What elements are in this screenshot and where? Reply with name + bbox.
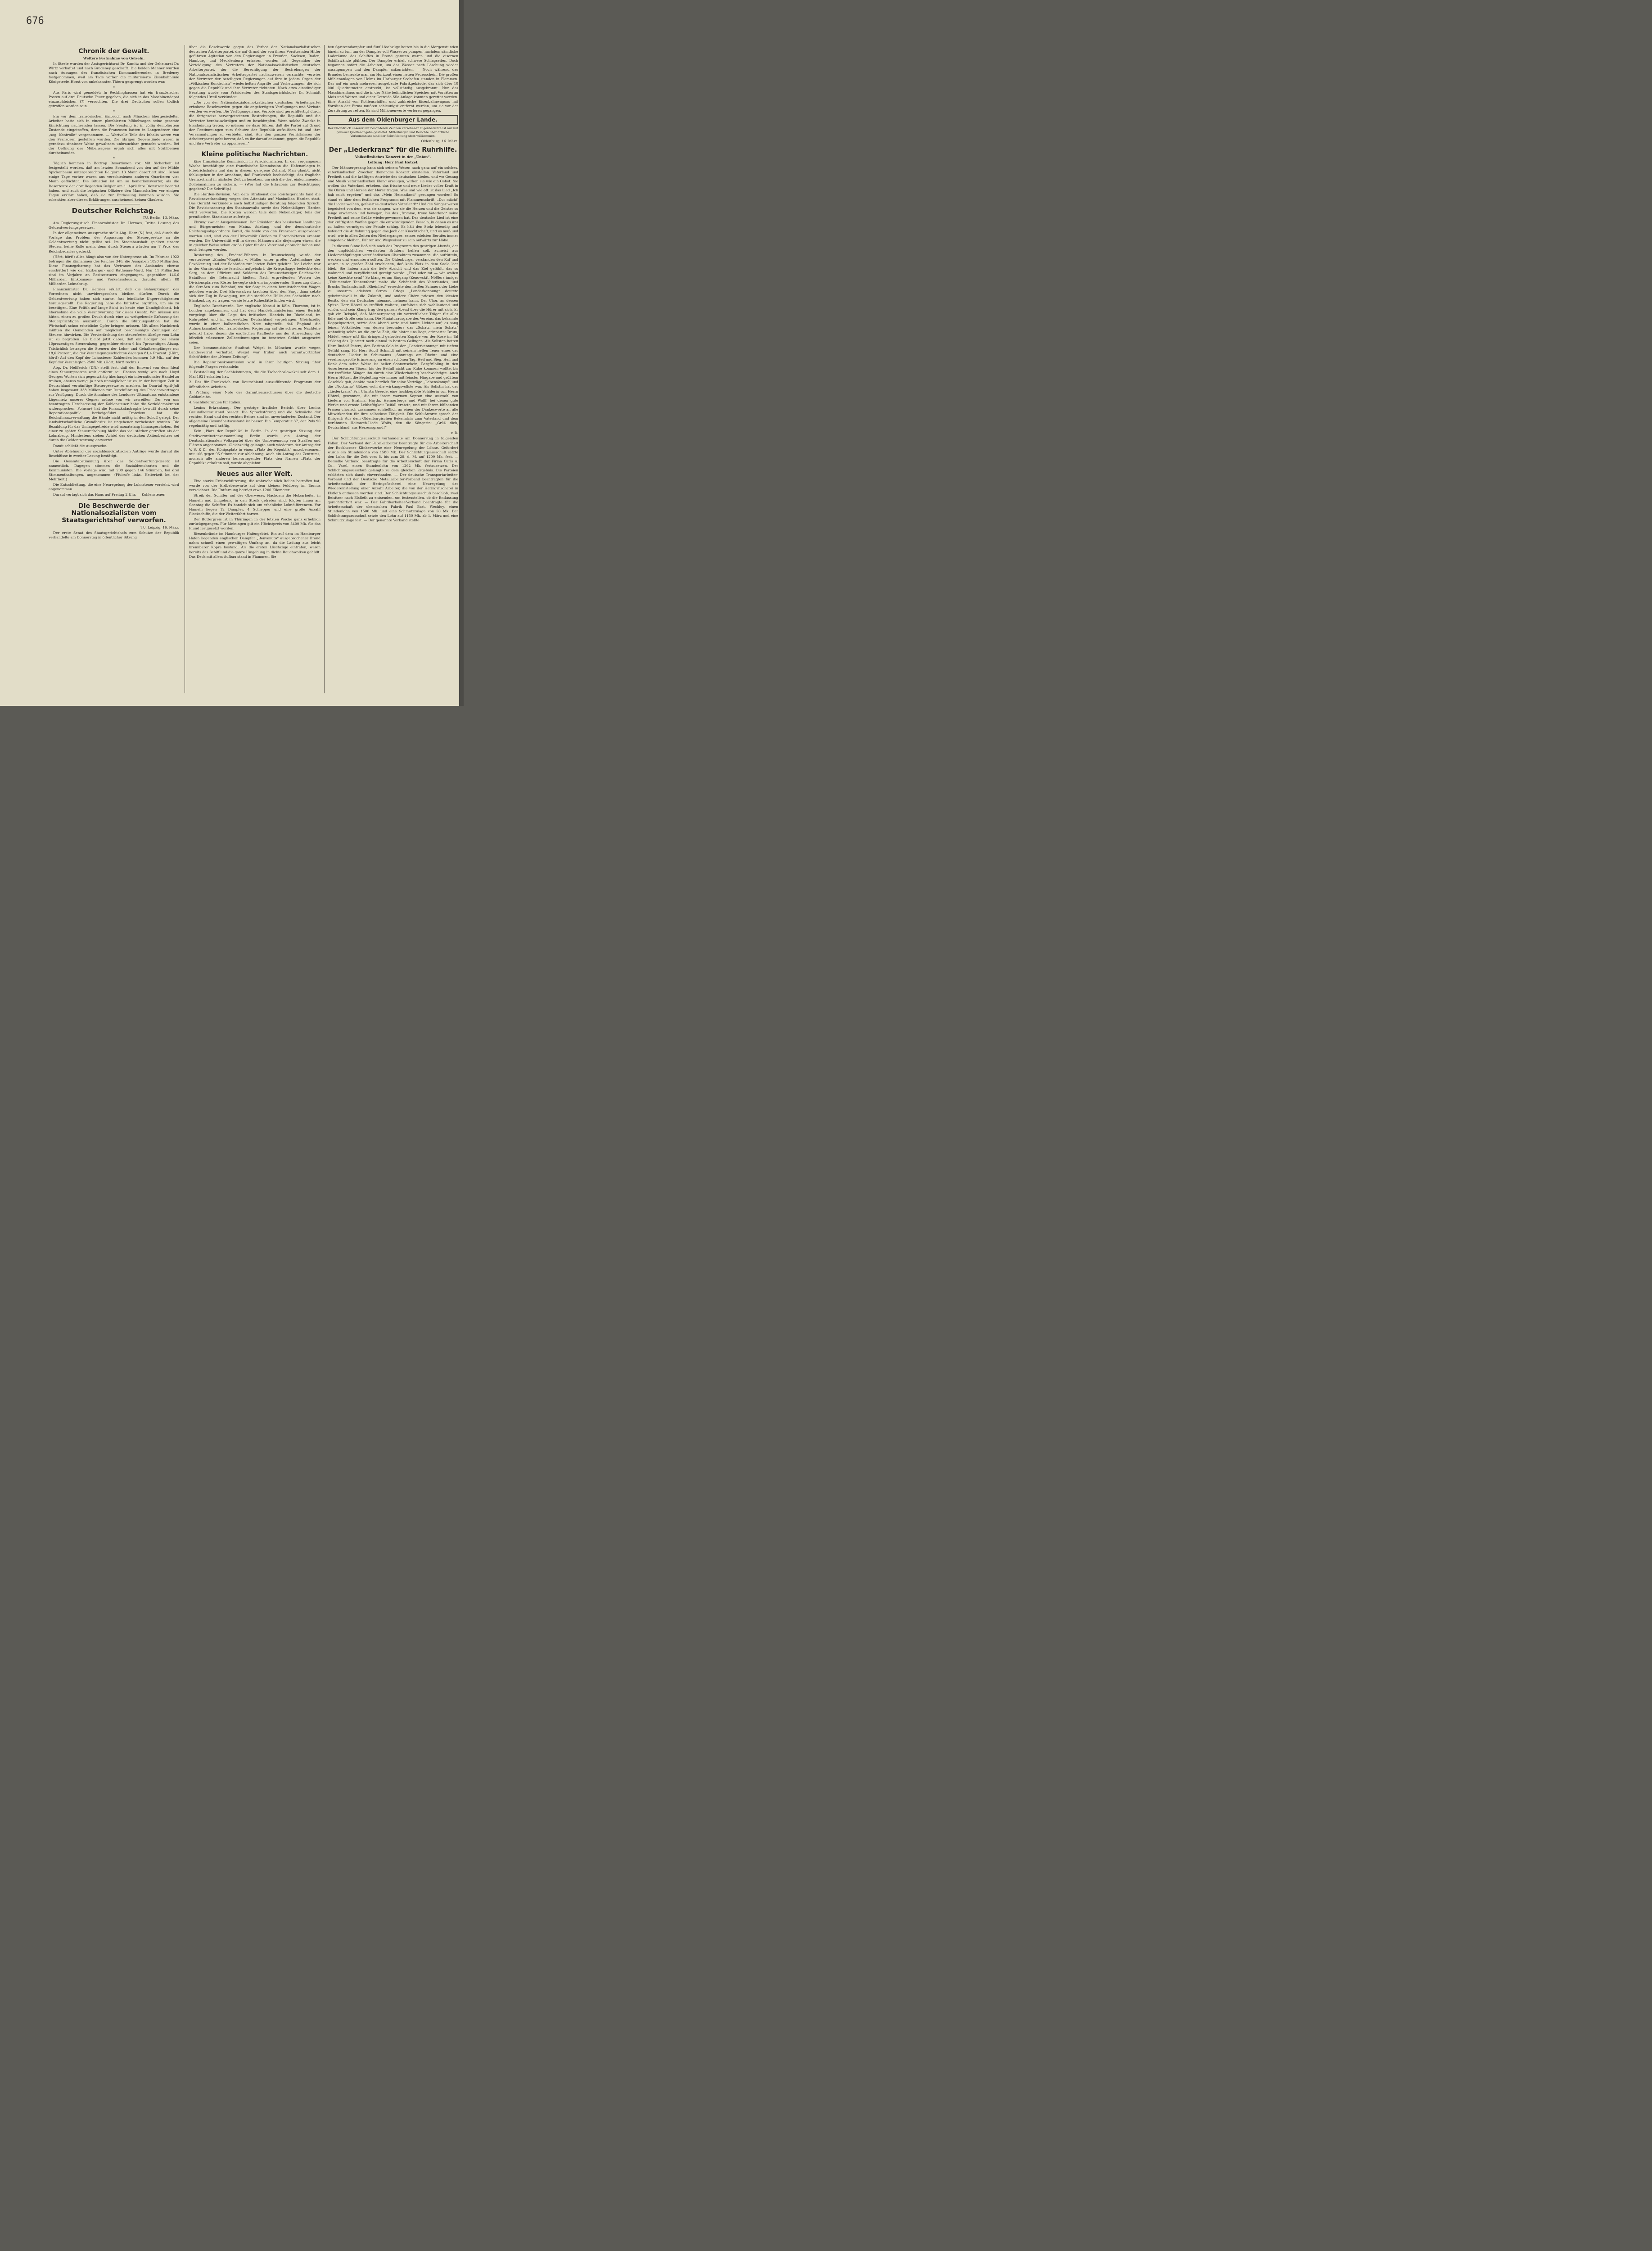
- column-rule: [324, 45, 325, 693]
- headline-oldenburg: Aus dem Oldenburger Lande.: [348, 117, 438, 123]
- article-paragraph: Unter Ablehnung der sozialdemokratischen Anträge wurde darauf die Beschlüsse in zweiter Lesung bestätigt.: [49, 449, 179, 458]
- dateline: TU. Leipzig, 16. März.: [140, 525, 179, 529]
- article-paragraph: Kein „Platz der Republik“ in Berlin. In der gestrigen Sitzung der Stadtverordnetenversammlung Berlin wurde ein Antrag der Deutschnationalen Volkspartei über die Umbenennung von Straßen und Plätzen angenommen. Gleichzeitig gelangte auch wiederum der Antrag der V. S. P. D., den Königsplatz in einen „Platz der Republik“ umzubenennen, mit 106 gegen 95 Stimmen zur Ablehnung. Auch ein Antrag des Zentrums, monach alle anderen hervorragender Platz den Namen „Platz der Republik“ erhalten soll, wurde abgelehnt.: [189, 429, 320, 466]
- article-paragraph: Darauf vertagt sich das Haus auf Freitag 2 Uhr. — Kohlensteuer.: [53, 493, 166, 497]
- article-paragraph: Die Gesamtabstimmung über das Geldentwertungsgesetz ist namentlich. Dagegen stimmen die Sozialdemokraten und die Kommunisten. Die Vorlage wird mit 209 gegen 146 Stimmen, bei drei Stimmenthaltungen, angenommen. (Pfuirufe links, Heiterkeit bei der Mehrheit.): [49, 459, 179, 482]
- article-paragraph: Die Harden-Revision. Von dem Strafsenat des Reichsgerichts fand die Revisionsverhandlung wegen des Attentats auf Maximilian Harden statt. Das Gericht verkündete nach halbstündiger Beratung folgenden Spruch: Die Revisionsantrag des Staatsanwalts sowie des Nebenklägers Harden wird verworfen. Die Kosten werden teils dem Nebenkläger, teils der preußischen Staatskasse auferlegt.: [189, 192, 320, 219]
- article-paragraph: Riesenbrände im Hamburger Hafengebiet. Ein auf dem im Hamburger Hafen liegenden englischen Dampfer „Benvenuto“ ausgebrochener Brand nahm schnell einen gewaltigen Umfang an, da die Ladung aus leicht brennbarer Kopra bestand. Als die ersten Löschzüge eintrafen, waren bereits das Schiff und die ganze Umgebung in dichte Rauchwolken gehüllt. Das Deck mit allem Aufbau stand in Flammen. Sie: [189, 532, 320, 559]
- article-paragraph: Damit schließt die Aussprache.: [53, 443, 108, 448]
- column-3: [328, 45, 458, 524]
- headline-beschwerde: Die Beschwerde der Nationalsozialisten vom Staatsgerichtshof verworfen.: [62, 502, 166, 524]
- article-paragraph: Die Entschließung, die eine Neuregelung der Lohnsteuer vorsieht, wird angenommen.: [49, 483, 179, 492]
- article-paragraph: (Hört, hört!) Alles hängt also von der Notenpresse ab. Im Februar 1922 betrugen die Einnahmen des Reiches 340, die Ausgaben 1820 Milliarden. Diese Finanzgebarung hat das Vertrauen des Auslandes ebenso erschüttert wie der Erzberger- und Rathenau-Mord. Nur 11 Milliarden sind im Vorjahre an Besitzsteuern eingegangen, gegenüber 146,6 Milliarden Einkommen- und Verkehrssteuern, darunter allein 88 Milliarden Lohnabzug.: [49, 254, 179, 286]
- headline-neues: Neues aus aller Welt.: [217, 470, 293, 478]
- section-header-box: [328, 115, 458, 125]
- article-paragraph: Finanzminister Dr. Hermes erklärt, daß die Behauptungen des Vorredners nicht unwidersprochen bleiben dürften. Durch die Geldentwertung haben sich starke, fast feindliche Ungerechtigkeiten herausgestellt. Die Regierung habe die Initiative ergriffen, um sie zu beseitigen. Eine Politik auf lange Sicht ist heute eine Unmöglichkeit. Ich übernehme die volle Verantwortung für dieses Gesetz. Wir müssen uns hüten, einen zu großen Druck durch eine zu weitgehende Erfassung der Steuerpflichtigen auszuüben. Durch die Stützungsaktion hat die Wirtschaft schon erhebliche Opfer bringen müssen. Mit allem Nachdruck müßten die Gemeinden auf möglichst beschleunigte Zahlungen der Steuern hinwirken. Die Vervierfachung der steuerfreien Abzüge vom Lohn ist zu begrüßen. Es bleibt jetzt dabei, daß ein Lediger bei einem 10prozentigen Steuerabzug, gegenüber einem 6 bis 7prozentigen Abzug. Tatsächlich betragen die Steuern der Lohn- und Gehaltsempfänger nur 18,6 Prozent, die der Veranlagungsschichten dagegen 81,4 Prozent. (Hört, hört!) Auf den Kopf der Lohnsteuer Zahlenden kommen 5,9 Mk., auf den Kopf der Veranlagten 2500 Mk. (Hört, hört! rechts.): [49, 287, 179, 364]
- headline-reichstag: Deutscher Reichstag.: [72, 206, 156, 215]
- article-paragraph: In der allgemeinen Aussprache stellt Abg. Herz (S.) fest, daß durch die Vorlage das Problem der Anpassung der Steuergesetze an die Geldentwertung nicht gelöst sei. Im Staatshaushalt spielten unsere Steuern keine Rolle mehr, denn durch Steuern würden nur 7 Proz. des Reichsbedarfes gedeckt.: [49, 231, 179, 253]
- article-paragraph: Englische Beschwerde. Der englische Konsul in Köln, Thorston, ist in London angekommen, und hat dem Handelsministerium einen Bericht vorgelegt über die Lage des britischen Handels im Rheinland, im Ruhrgebiet und im unbesetzten Deutschland vorgetragen. Gleichzeitig wurde in einer halbamtlichen Note mitgeteilt, daß England die Aufmerksamkeit der französischen Regierung auf die schweren Nachteile gelenkt habe, denen die englischen Kaufleute aus der Anwendung der kürzlich erlassenen Zollbestimmungen im besetzten Gebiet ausgesetzt seien.: [189, 303, 320, 344]
- subheadline: Volkstümliches Konzert in der „Union“.: [355, 154, 431, 159]
- article-paragraph: Der Butterpreis ist in Thüringen in der letzten Woche ganz erheblich zurückgegangen. Für Meiningen gilt ein Höchstpreis von 3400 Mk. für das Pfund festgesetzt worden.: [189, 517, 320, 531]
- article-paragraph: „Die von der Nationalsozialdemokratischen deutschen Arbeiterpartei erhobene Beschwerden gegen die angefertigten Verfügungen und Verbote werden verworfen. Die Verfügungen und Verbote sind gerechtfertigt durch die fortgesetzt hervorgetretenen Bestrebungen, die Republik und die Vertreter herabzuwürdigen und zu beschimpfen. Wenn solche Zwecke in Erscheinung treten, so müssen sie dazu führen, daß die Partei auf Grund der Bestimmungen zum Schutze der Republik aufzulösen ist und ihre Versammlungen zu verbieten sind. Aus den ganzen Verhältnissen der Arbeiterpartei geht hervor, daß es ihr darauf ankommt, gegen die Republik und ihre Vertreter zu opponieren.“: [189, 100, 320, 145]
- subheadline: Leitung: Herr Paul Hötzel.: [367, 160, 419, 164]
- list-item: 1. Feststellung der Sachleistungen, die die Tschechoslowakei seit dem 1. Mai 1921 erhalten hat.: [189, 370, 320, 379]
- separator-rule: [88, 499, 140, 500]
- article-paragraph: Streik der Schiffer auf der Oberweser. Nachdem die Holzarbeiter in Hameln und Umgebung in den Streik getreten sind, folgten ihnen am Sonntag die Schiffer. Es handelt sich um erhebliche Lohndifferenzen. Vor Hameln liegen 12 Dampfer, 4 Schlepper und eine große Anzahl Blockschiffe, die der Weiterfahrt harren.: [189, 493, 320, 516]
- article-paragraph: Abg. Dr. Helfferich (DN.) stellt fest, daß der Entwurf von dem Ideal eines Steuergesetzes weit entfernt sei. Ebenso wenig wie nach Lloyd Georges Worten sich gegenwärtig überhaupt ein internationaler Handel zu treiben, ebenso wenig, ja noch unmöglicher ist es, in der heutigen Zeit in Deutschland vernünftige Steuergesetze zu machen. Im Quartal April-Juli haben insgesamt 338 Millionen zur Durchführung des Friedensvertrages zur Verfügung. Durch die Annahme des Londoner Ultimatums entstandene Lügennetz unserer Gegner müsse von wir zerreißen. Der von uns beantragten Herabsetzung der Kohlensteuer habe die Sozialdemokraten widersprochen. Poincaré hat die Finanzkatastrophe bewußt durch seine Reparationspolitik herbeigeführt. Trotzdem hat die Reichsfinanzverwaltung die Hände nicht müßig in den Schoß gelegt. Der landwirtschaftliche Grundbesitz ist ungeheuer vorbelastet worden. Die Bezahlung für das Umlagegetreide wird monatelang hinausgeschoben. Bei einer zu späten Steuererhebung bleibe das viel stärker getroffen als der Lohnabzug. Mindestens sieben Achtel des deutschen Aktienbesitzes sei durch die Geldentwertung entwertet.: [49, 365, 179, 443]
- newspaper-page: [0, 0, 464, 706]
- article-paragraph: Am Regierungstisch Finanzminister Dr. Hermes, Dritte Lesung des Geldentwertungsgesetzes.: [49, 221, 179, 230]
- article-paragraph: In Steele wurden der Amtsgerichtsrat Dr. Kamitz und der Geheimrat Dr. Wirtz verhaftet und nach Bredeney geschafft. Die beiden Männer wurden nach Aussagen des französischen Kommandierenden in Bredeney festgenommen, weil am Tage vorher die militarisierte Eisenbahnlinie Königsteele–Horst von unbekannten Tätern gesprengt worden war.: [49, 62, 179, 84]
- article-paragraph: In diesem Sinne ließ sich auch das Programm des gestrigen Abends, der den unglücklichen verslavten Brüdern helfen soll, zumeist aus Liederschöpfungen vaterländischen Charakters zusammen, die aufrütteln, wecken und ermuntern sollten. Die Oldenburger verstanden den Ruf und waren in so großer Zahl erschienen, daß kein Platz in dem Saale leer blieb. Sie haben auch die tiefe Absicht und das Ziel gefühlt, das so mahnend und verpflichtend gezeigt wurde: „Frei oder tot — wir wollen keine Knechte sein!“ So klang es am Eingang (Zenowski). Nößlers inniger „Träumender Tannenforst“ malte die Schönheit des Vaterlandes, und Bruchs Tonlandschaft „Rheinlied“ erweckte den heißen Schmerz der Liebe zu unserem edelsten Strom. Griegs „Landerkennung“ deutete geheimnisvoll in die Zukunft, und andere Chöre priesen den idealen Besitz, den ein Deutscher niemand nehmen kann. Der Chor, an dessen Spitze Herr Hötzel so trefflich waltete, entfaltete sich wohllautend und schön, und sein Klang trug den ganzen Abend über die Hörer mit sich. Er gab ein Beispiel, daß Männergesang ein vortrefflicher Träger für alles Edle und Große sein kann. Die Miniaturausgabe des Vereins, das bekannte Doppelquartett, setzte den Abend zarte und bunte Lichter auf; es sang feinen Volkslieder, von denen besonders das „Schatz, mein Schatz“ wehmütig schön an die große Zeit, die hinter uns liegt, erinnerte: Drum, Mädel, weine nit! Ein dringend geforderten Zugabe von der Rose im Tal erklang das Quartett noch einmal in bestem Gelingen. Als Solisten hatten Herr Rudolf Peters, den Bariton-Solo in der „Landerkennung“ mit tiefem Gefühl sang, für Herr Adolf Schmidt mit seinem hellen Tenor eines der deutschen Lieder in Schumanns „Sonntags am Rhein“ und eine verehrungsvolle Erinnerung an einen schönen Tag. Heil und Sieg, Heil und Dank dem seine Weise ist heller Sonnenschein, Bergfrühling in den Auserlesensten Tönen, bis der Beifall nicht zur Ruhe kommen wollte, bis der treffliche Sänger ihn durch eine Wiederholung beschwichtigte. Auch Herrn Hötzel, die Begleitung wie immer mit feinster Hingabe und größtem Geschick gab, dankte man herzlich für seine Vorträge „Lebenskampf“ und die „Nocturno“ Götzes wohl die wirkungsvollste war. Als Solistin hat der „Liederkranz“ Frl. Christa Geerde, eine hochbegabte Schülerin von Herrn Hötzel, gewonnen, die mit ihrem warmen Sopran eine Auswahl von Liedern von Brahms, Haydn, Hennerbergs und Wolff, bei denen gute Werke und ernste Lebhaftigkeit Beifall erntete, und mit ihrem blühenden Frauen chorisch zusammen schließlich an einen der Dankesworte an alle Mitwirkenden für ihre selbstlose Tätigkeit. Die Schlußworte sprach der Dirigent: Aus dem Oldenburgischen Bekenntnis zum Vaterland und dem berühmten Heimweh-Liede Wolfs, den die Sängerin: „Grüß dich, Deutschland, aus Herzensgrund!“: [328, 244, 458, 430]
- list-item: 3. Prüfung einer Note des Garantieausschusses über die deutsche Goldanleihe.: [189, 390, 320, 399]
- column-2: [189, 45, 320, 560]
- article-paragraph: Aus Paris wird gemeldet: In Recklinghausen hat ein französischer Posten auf drei Deutsche Feuer gegeben, die sich in das Maschinendepot einzuschleichen (?) versuchten. Die drei Deutschen sollen tödlich getroffen worden sein.: [49, 90, 179, 108]
- article-paragraph: Täglich kommen in Bottrop Desertionen vor. Mit Sicherheit ist festgestellt worden, daß am letzten Sonnabend von den auf der Mühle Spickenbaum untergebrachten Belgiern 13 Mann desertiert sind. Schon einige Tage vorher waren aus verschiedenen anderen Quartieren vier Mann geflüchtet. Die Situation ist um so bemerkenswerter, als die Deserteure der dort liegenden Belgier am 1. April ihre Dienstzeit beendet haben, und auch die belgischen Offiziere den Mannschaften vor einigen Tagen erklärt haben, daß sie zur Entlassung kommen würden. Sie schenkten aber diesen Erklärungen anscheinend keinen Glauben.: [49, 161, 179, 202]
- separator-star: *: [113, 156, 115, 160]
- article-paragraph: Bestattung des „Emden“-Führers. In Braunschweig wurde der verstorbene „Emden“-Kapitän v. Müller unter großer Anteilnahme der Bevölkerung und der Behörden zur letzten Fahrt geleitet. Die Leiche war in der Garnisonkirche feierlich aufgebahrt, die Kriegsflagge bedeckte den Sarg, an dem Offiziere und Soldaten des Braunschweiger Reichswehr-Bataillons die Totenwacht hielten. Nach ergreifenden Worten des Divisionspfarrers Köster bewegte sich ein imponierender Trauerzug durch die Straßen zum Bahnhof, wo der Sarg in einen bereitstehenden Wagen gehoben wurde. Drei Ehrensalven krachten über den Sarg, dann setzte sich der Zug in Bewegung, um die sterbliche Hülle des Seehelden nach Blankenburg zu tragen, wo sie letzte Ruhestätte finden wird.: [189, 253, 320, 303]
- article-paragraph: über die Beschwerde gegen das Verbot der Nationalsozialistischen deutschen Arbeiterpartei, die auf Grund der von ihrem Vorsitzenden Hitler geführten Agitation von den Regierungen in Preußen, Sachsen, Baden, Hamburg und Mecklenburg erlassen worden ist. Gegenüber der Verteidigung des Vertreters der Nationalsozialistischen deutschen Arbeiterpartei, der die Berechtigung der Bestrebungen der Nationalsozialistischen Arbeiterpartei nachzuweisen versuchte, verwies der Vertreter der beteiligten Regierungen auf ihre in jedem Organ der „Völkischen Rundschau“ wiederholten Angriffe und Verhetzungen, die sich gegen die Republik und ihre Vertreter richteten. Nach etwa einstündiger Beratung wurde vom Präsidenten des Staatsgerichtshofes Dr. Schmidt folgendes Urteil verkündet:: [189, 45, 320, 99]
- list-item: 4. Sachlieferungen für Italien.: [189, 400, 242, 404]
- article-paragraph: Ehrung zweier Ausgewiesenen. Der Präsident des hessischen Landtages und Bürgermeister von Mainz, Adelung, und der demokratische Reichstagsabgeordnete Korell, die beide von den Franzosen ausgewiesen worden sind, sind von der Universität Gießen zu Ehrendoktoren ernannt worden. Die Universität will in diesen Männern alle diejenigen ehren, die in gleicher Weise schon große Opfer für das Vaterland gebracht haben und noch bringen werden.: [189, 220, 320, 252]
- scan-edge: [459, 0, 464, 706]
- column-1: [49, 45, 179, 541]
- list-item: 2. Das für Frankreich von Deutschland auszuführende Programm der öffentlichen Arbeiten.: [189, 380, 320, 389]
- article-paragraph: Ein vor dem französischen Einbruch nach München übergesiedelter Arbeiter hatte sich in einem plombierten Möbelwagen seine gesamte Einrichtung nachsenden lassen. Die Sendung ist in völlig demoliertem Zustande eingetroffen, denn die Franzosen hatten in Langendreer eine „sog. Kontrolle“ vorgenommen. — Wertvolle Teile des Inhalts waren von den Franzosen gestohlen worden. Die übrigen Gegenstände waren in geradezu sinnloser Weise gewaltsam unbrauchbar gemacht worden. Bei der Oeffnung des Möbelwagens ergab sich alles mit Stuhlbeinen durcheinander.: [49, 114, 179, 155]
- dateline: TU. Berlin, 13. März.: [143, 215, 179, 220]
- article-paragraph: Eine französische Kommission in Friedrichshafen. In der vergangenen Woche beschäftigte eine französische Kommission die Hafenanlagen in Friedrichshafen und das in diesem gelegene Zollamt. Man glaubt, nicht fehlzugehen in der Annahme, daß Frankreich beabsichtigt, das fragliche Grenzzollamt in nächster Zeit zu besetzen, um sich die dort einkommenden Zolleinnahmen zu sichern. — (Wer hat die Erlaubnis zur Besichtigung gegeben? Die Schriftlg.): [189, 159, 320, 191]
- article-paragraph: Lenins Erkrankung. Der gestrige ärztliche Bericht über Lenins Gesundheitszustand besagt: Die Sprachstörung und die Schwäche der rechten Hand und des rechten Beines sind im unveränderten Zustand. Der allgemeine Gesundheitszustand ist besser. Die Temperatur 37, der Puls 90 regelmäßig und kräftig.: [189, 405, 320, 428]
- separator-star: *: [113, 85, 115, 90]
- article-paragraph: Der kommunistische Stadtrat Weigel in München wurde wegen Landesverrat verhaftet. Weigel war früher auch verantwortlicher Schriftleiter der „Neuen Zeitung“.: [189, 345, 320, 359]
- page-number: 676: [26, 15, 44, 27]
- article-paragraph: Die Reparationskommission wird in ihrer heutigen Sitzung über folgende Fragen verhandeln:: [189, 360, 320, 369]
- signature: v. D.: [451, 431, 458, 435]
- reprint-notice: Der Nachdruck unserer mit besonderen Zeichen versehenen Eigenberichte ist nur mit genauer Quellenangabe gestattet. Mitteilungen und Berichte über örtliche Vorkommnisse sind der Schriftleitung stets willkommen.: [328, 127, 458, 138]
- dateline: Oldenburg, 16. März.: [421, 139, 458, 143]
- article-paragraph: Eine starke Erderschütterung, die wahrscheinlich Italien betroffen hat, wurde von der Erdbebenwarte auf dem kleinen Feldberg im Taunus verzeichnet. Die Entfernung beträgt etwa 1200 Kilometer.: [189, 479, 320, 493]
- article-paragraph: Der erste Senat des Staatsgerichtshofs zum Schutze der Republik verhandelte am Donnerstag in öffentlicher Sitzung: [49, 530, 179, 539]
- separator-star: *: [113, 109, 115, 114]
- headline-chronik: Chronik der Gewalt.: [78, 48, 149, 55]
- separator-rule: [229, 467, 281, 468]
- headline-kleine-nachrichten: Kleine politische Nachrichten.: [201, 151, 308, 158]
- article-paragraph: ben Spritzendampfer und fünf Löschzüge hatten bis in die Morgenstunden hinein zu tun, um der Dampfer voll Wasser zu pumpen, nachdem sämtliche Laderäume des Schiffes in Brand geraten waren und die eisernen Schiffswände glühten. Der Dampfer erhielt schwere Schlagseiten. Doch begannen sofort die Arbeiten, um das Wasser nach Löschung wieder auszupumpen und den Dampfer aufzurichten. — Noch während des Brandes bemerkte man am Horizont einen neuen Feuerschein. Die großen Mühlenanlagen von Helms im Harburger Seehafen standen in Flammen. Das auf ein noch mehreren ausgebaute Fabrikgebäude, das sich über 10 000 Quadratmeter erstreckt, ist vollständig ausgebrannt. Nur das Maschinenhaus und die in der Nähe befindlichen Speicher mit Vorräten an Mais und Weizen und einer Getreide-Silo-Anlage konnten gerettet werden. Eine Anzahl von Kohlenschiffen und zahlreiche Eisenbahnwagons mit Vorräten der Firma mußten schleunigst entfernt werden, um sie vor der Zerstörung zu retten. Es sind Millionenwerte verloren gegangen.: [328, 45, 458, 113]
- article-paragraph: Der Schlichtungsausschuß verhandelte am Donnerstag in folgenden Fällen. Der Verband der Fabrikarbeiter beantragte für die Arbeiterschaft der Bockhorner Klinkerwerke eine Neuregelung der Löhne. Gefordert wurde ein Stundenlohn von 1580 Mk. Der Schlichtungsausschuß setzte den Lohn für die Zeit vom 8. bis zum 28. d. M. auf 1200 Mk. fest. — Derselbe Verband beantragte für die Arbeiterschaft der Firma Carls u. Co., Varel, einen Stundenlohn von 1262 Mk. festzusetzen. Der Schlichtungsausschuß gelangte zu dem gleichen Ergebnis. Die Parteien erklärten sich damit einverstanden. — Der deutsche Transportarbeiter-Verband und der Deutsche Metallarbeiter-Verband beantragten für die Arbeiterschaft der Heringsfischerei eine Neuregelung der Wiedereinstellung einer Anzahl Arbeiter, die von der Heringsfischerei in Elsfleth entlassen worden sind. Der Schlichtungsausschuß beschloß, zwei Beisitzer nach Elsfleth zu entsenden, um festzustellen, ob die Entlassung gerechtfertigt war. — Der Fabrikarbeiter-Verband beantragte für die Arbeiterschaft der chemischen Fabrik Paul Brat, Wechloy, einen Stundenlohn von 1500 Mk. und eine Schmutzzulage von 50 Mk. Der Schlichtungsausschuß setzte den Lohn auf 1150 Mk. ab 1. März und eine Schmutzzulage fest. — Der genannte Verband stellte: [328, 436, 458, 523]
- subheadline: Weitere Festnahme von Geiseln.: [83, 56, 145, 60]
- article-paragraph: Der Männergesang kann sich seinem Wesen nach ganz auf ein solches, vaterländischen Zwecken dienendes Konzert einstellen. Vaterland und Freiheit sind die kräftigen Antriebe des deutschen Liedes, und wo Gesang und Musik vaterländischen Klang erzeugen, wirken sie wie ein Gebet. Sie wollen das Vaterland erheben, das frische und neue Lieder voller Kraft in die Ohren und Herzen der Hörer tragen. Was und wie oft ist das Lied „Ich hab mich ergeben“ und das „Mein Heimatland“ gesungen worden! So stand es über dem festlichen Programm mit Flammenschrift: „Dor mächt' die Lieder weihen, gefeiertes deutsches Vaterland!“ Und die Sänger waren begeistert von dem, was sie sangen, wie sie die Herzen und die Geister so lange erwärmen und bewegen, bis das „fromme, treue Vaterland“ seine Freiheit und seine Größe wiedergewonnen hat. Das deutsche Lied ist eine der kräftigsten Waffen gegen die entwürdigenden Fesseln, in denen es uns zu halten vermögen der Feinde schlug. Es hält den Stolz lebendig und befeuert die Auflehnung gegen das Joch der Knechtschaft, und es muß und wird, wie in allen Zeiten des Niederganges, seines edelsten Berufes immer eingedenk bleiben, Führer und Wegweiser zu sein aufwärts zur Höhe.: [328, 165, 458, 243]
- headline-liederkranz: Der „Liederkranz“ für die Ruhrhilfe.: [329, 146, 457, 154]
